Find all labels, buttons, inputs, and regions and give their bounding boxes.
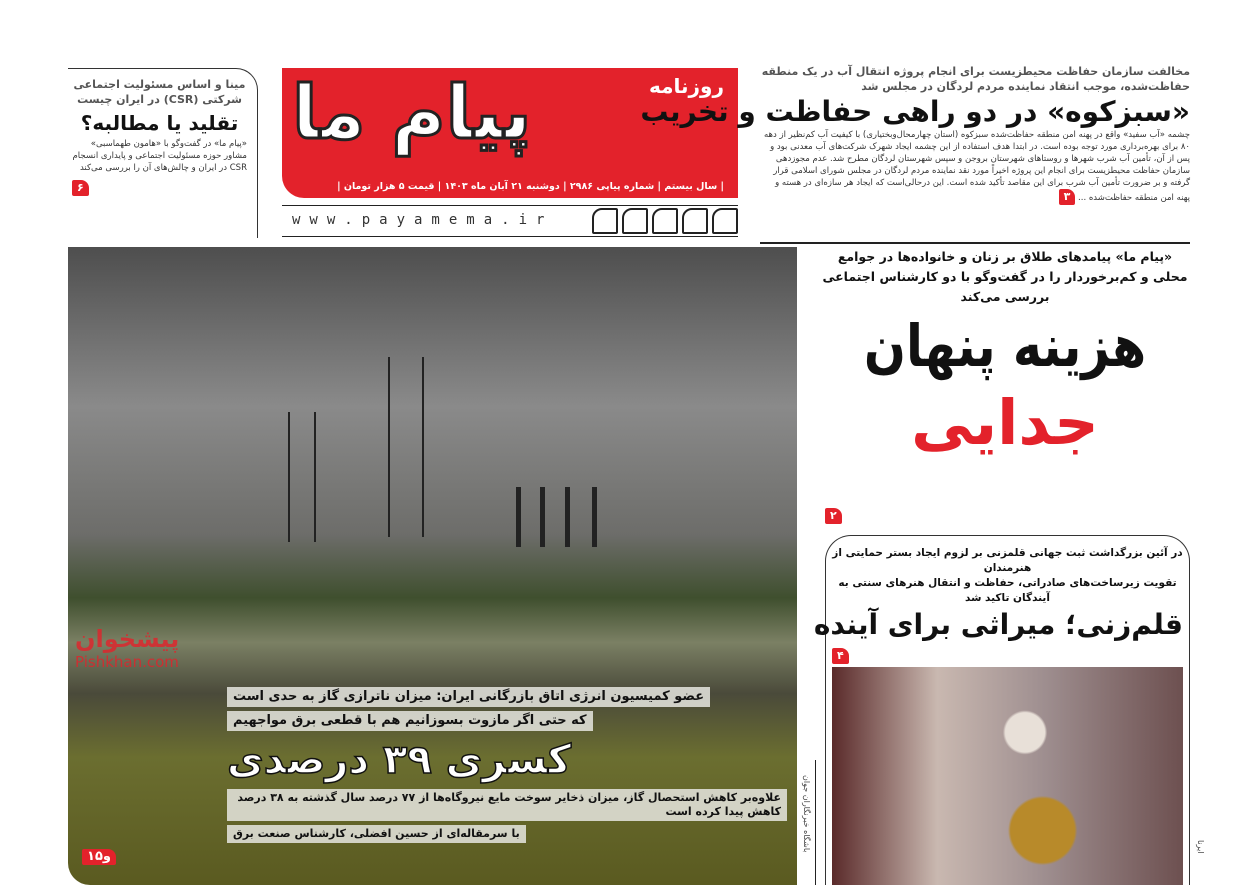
- craft-kicker-2: تقویت زیرساخت‌های صادراتی، حفاظت و انتقال هنرهای سنتی به آیندگان تاکید شد: [838, 577, 1177, 604]
- photo-subhead-1: عضو کمیسیون انرژی اتاق بازرگانی ایران: میزان ناترازی گاز به حدی است: [227, 687, 710, 707]
- page-badge: ۴: [832, 648, 849, 664]
- story-kicker: مخالفت سازمان حفاظت محیطزیست برای انجام پروژه انتقال آب در یک منطقه حفاظت‌شده، موجب انتقاد نماینده مردم لردگان در مجلس شد: [761, 65, 1190, 93]
- photo-lead-2: با سرمقاله‌ای از حسین افضلی، کارشناس صنعت برق: [227, 825, 526, 843]
- daily-label: روزنامه: [649, 74, 724, 98]
- watermark: [75, 625, 215, 671]
- craft-headline[interactable]: قلم‌زنی؛ میراثی برای آینده: [813, 608, 1183, 641]
- engraver-photo[interactable]: [832, 667, 1183, 885]
- main-kicker: «پیام ما» پیامدهای طلاق بر زنان و خانواده‌ها در جوامع محلی و کم‌برخوردار را در گفت‌وگو با دو کارشناس اجتماعی بررسی می‌کند: [822, 249, 1188, 304]
- page-badge: ۳: [1059, 189, 1076, 205]
- watermark-en: Pishkhan.com: [75, 653, 179, 671]
- left-kicker: مینا و اساس مسئولیت اجتماعی شرکتی (CSR) در ایران چیست: [73, 78, 246, 106]
- photo-headline[interactable]: کسری ۳۹ درصدی: [227, 737, 572, 783]
- power-plant-photo[interactable]: [68, 247, 797, 885]
- left-headline[interactable]: تقلید یا مطالبه؟: [80, 111, 239, 135]
- left-body: «پیام ما» در گفت‌وگو با «هامون طهماسبی» مشاور حوزه مسئولیت اجتماعی و پایداری انسجام CSR در ایران و چالش‌های آن را بررسی می‌کند: [72, 139, 247, 173]
- watermark-fa: پیشخوان: [75, 625, 180, 653]
- photo-credit: ایرنا: [1196, 840, 1205, 854]
- website-link[interactable]: www.payamema.ir: [292, 212, 554, 228]
- main-headline[interactable]: هزینه پنهان: [863, 312, 1147, 380]
- craft-story: [813, 535, 1190, 885]
- photo-captions: [227, 687, 787, 843]
- photo-credit: باشگاه خبرنگاران جوان: [802, 775, 811, 853]
- website-row: [282, 205, 738, 237]
- craft-kicker-1: در آئین بزرگداشت ثبت جهانی قلمزنی بر لزوم ایجاد بستر حمایتی از هنرمندان: [832, 547, 1183, 574]
- page-badge: ۱و۵: [82, 849, 116, 865]
- main-headline-red[interactable]: جدایی: [911, 386, 1099, 459]
- issue-meta: | سال بیستم | شماره پیاپی ۲۹۸۶ | دوشنبه ۲۱ آبان ماه ۱۴۰۳ | قیمت ۵ هزار تومان |: [337, 181, 724, 192]
- left-teaser-box: [68, 68, 258, 238]
- photo-lead: علاوه‌بر کاهش استحصال گاز، میزان ذخایر سوخت مایع نیروگاه‌ها از ۷۷ درصد سال گذشته به ۳۸ درصد کاهش پیدا کرده است: [227, 789, 787, 821]
- logo-boxes-icon: [592, 208, 738, 234]
- main-story: [820, 247, 1190, 530]
- story-headline[interactable]: «سبزکوه» در دو راهی حفاظت و تخریب: [640, 95, 1190, 128]
- masthead-logo: [282, 68, 738, 198]
- page-badge: ۲: [825, 508, 842, 524]
- divider: [815, 760, 816, 885]
- photo-subhead-2: که حتی اگر مازوت بسوزانیم هم با قطعی برق مواجهیم: [227, 711, 593, 731]
- logo-mark: پیام ما: [292, 70, 532, 156]
- story-body: چشمه «آب سفید» واقع در پهنه امن منطقه حفاظت‌شده سبزکوه (استان چهارمحال‌وبختیاری) با کیفیت آب کم‌نظیر از دهه ۸۰ برای بهره‌برداری مورد توجه بوده است. در ابتدا هدف استفاده از این چشمه ایجاد شهرک شرکت‌های آب معدنی بود و پس از آن، تأمین آب شرب شهرها و روستاهای شهرستان بروجن و سپس شهرستان لردگان مطرح شد. عدم مجوزدهی سازمان حفاظت محیطزیست برای انجام این پروژه اخیراً مورد نقد نماینده مردم لردگان در مجلس شورای اسلامی قرار گرفته و بر ضرورت تأمین آب شرب برای این مقاصد تأکید شده است. این درحالی‌است که ایجاد هر سازه‌ای در هسته و پهنه امن منطقه حفاظت‌شده ...: [763, 130, 1190, 203]
- page-badge: ۶: [72, 180, 89, 196]
